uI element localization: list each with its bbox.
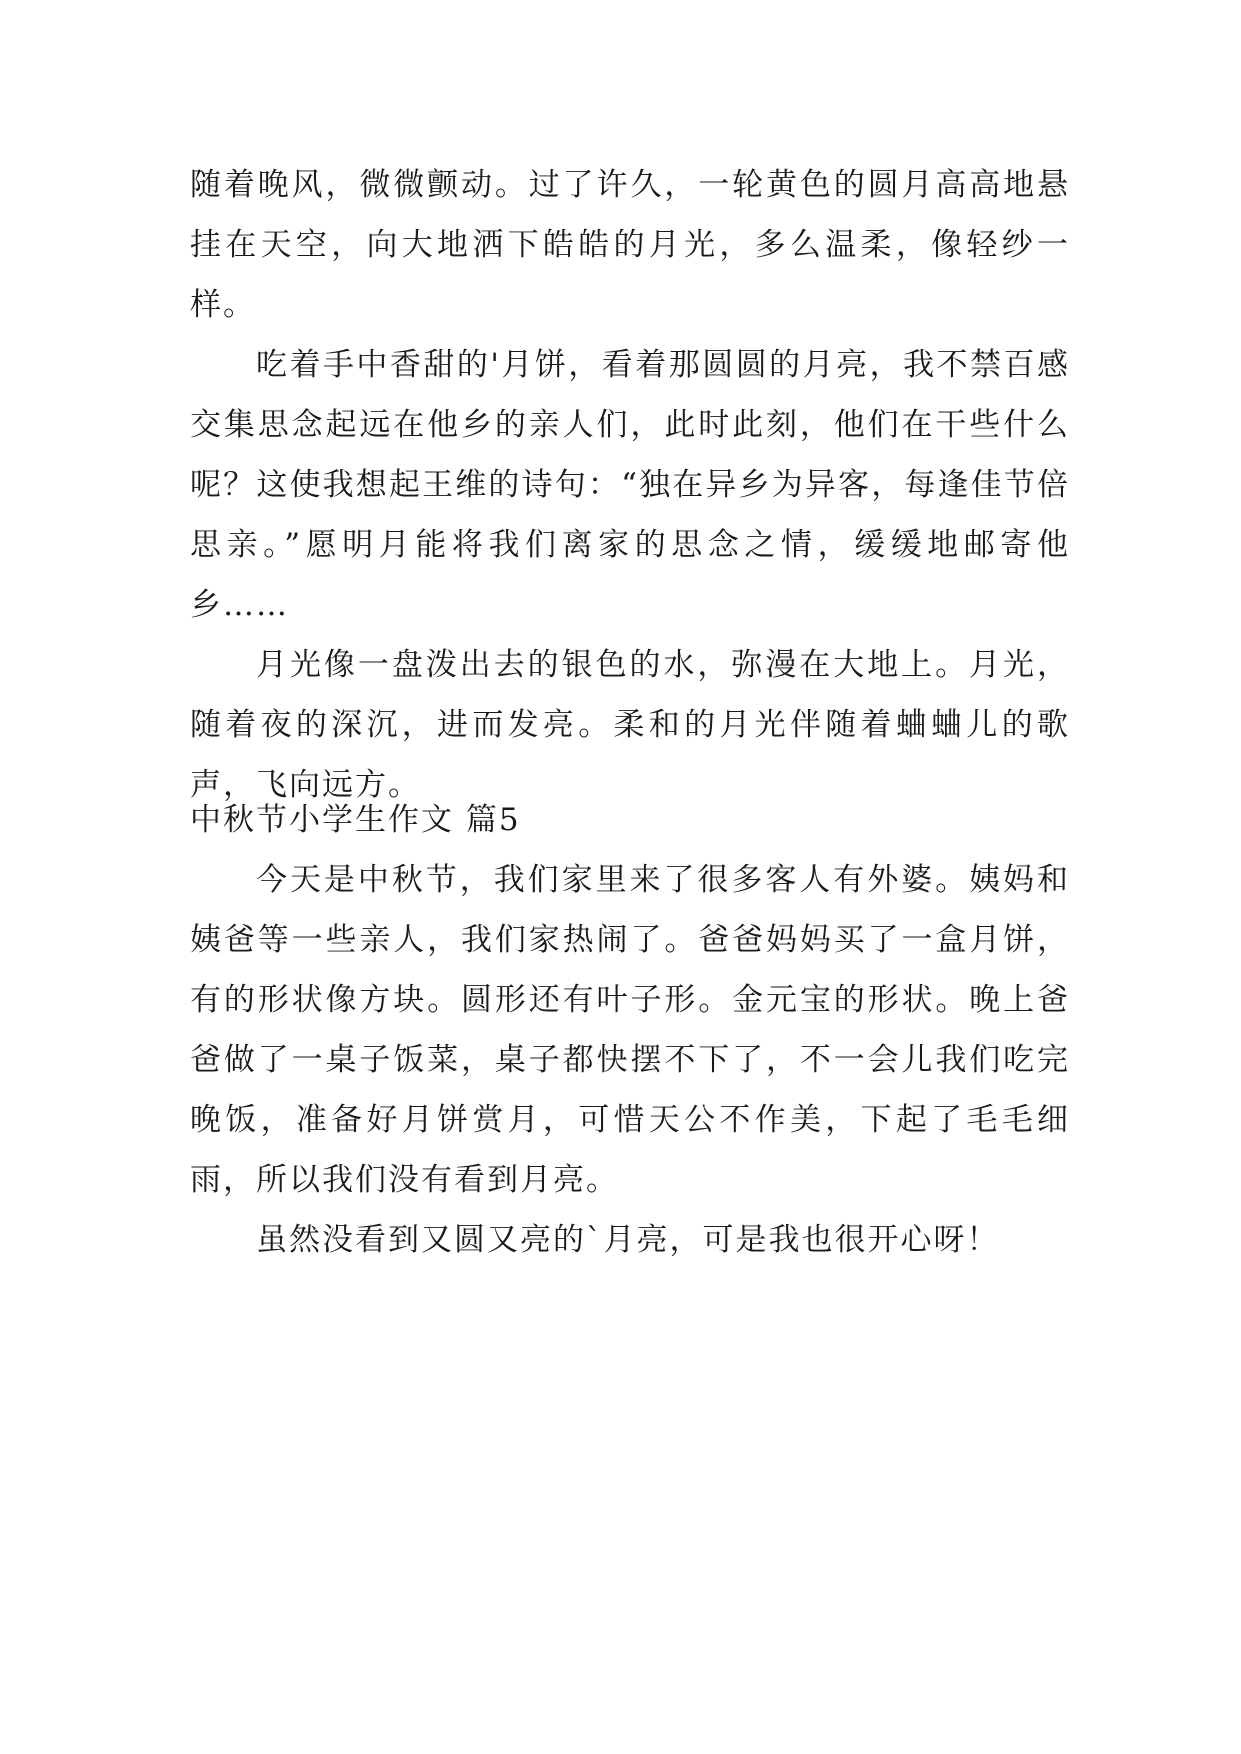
paragraph: 虽然没看到又圆又亮的`月亮，可是我也很开心呀！	[256, 1222, 1000, 1258]
essay-continuation	[190, 155, 1070, 815]
essay-section-5	[190, 790, 1070, 1270]
paragraph: 随着晚风，微微颤动。过了许久，一轮黄色的圆月高高地悬挂在天空，向大地洒下皓皓的月光，多么温柔，像轻纱一样。	[190, 167, 1070, 323]
paragraph: 今天是中秋节，我们家里来了很多客人有外婆。姨妈和姨爸等一些亲人，我们家热闹了。爸爸妈妈买了一盒月饼，有的形状像方块。圆形还有叶子形。金元宝的形状。晚上爸爸做了一桌子饭菜，桌子都快摆不下了，不一会儿我们吃完晚饭，准备好月饼赏月，可惜天公不作美，下起了毛毛细雨，所以我们没有看到月亮。	[190, 862, 1070, 1198]
section-heading: 中秋节小学生作文 篇5	[190, 802, 521, 838]
paragraph: 吃着手中香甜的'月饼，看着那圆圆的月亮，我不禁百感交集思念起远在他乡的亲人们，此时此刻，他们在干些什么呢？这使我想起王维的诗句：“独在异乡为异客，每逢佳节倍思亲。”愿明月能将我们离家的思念之情，缓缓地邮寄他乡……	[190, 347, 1070, 623]
paragraph: 月光像一盘泼出去的银色的水，弥漫在大地上。月光，随着夜的深沉，进而发亮。柔和的月光伴随着蛐蛐儿的歌声，飞向远方。	[190, 647, 1070, 803]
